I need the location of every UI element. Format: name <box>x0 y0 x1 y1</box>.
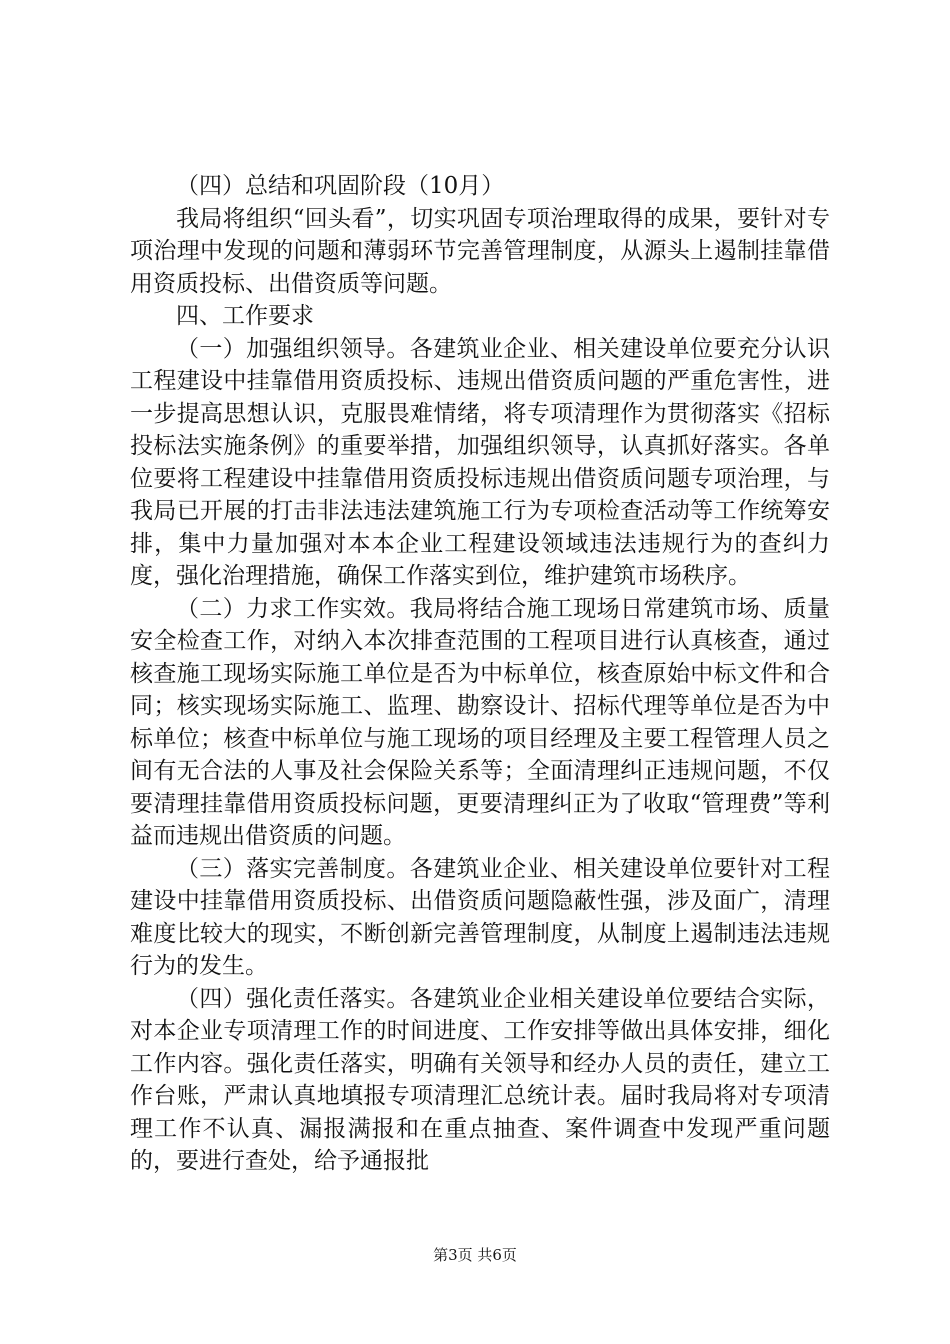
paragraph-responsibility: （四）强化责任落实。各建筑业企业相关建设单位要结合实际，对本企业专项清理工作的时间进度、工作安排等做出具体安排，细化工作内容。强化责任落实，明确有关领导和经办人员的责任，建立工作台账，严肃认真地填报专项清理汇总统计表。届时我局将对专项清理工作不认真、漏报满报和在重点抽查、案件调查中发现严重问题的，要进行查处，给予通报批 <box>130 985 830 1174</box>
paragraph-effectiveness: （二）力求工作实效。我局将结合施工现场日常建筑市场、质量安全检查工作，对纳入本次排查范围的工程项目进行认真核查，通过核查施工现场实际施工单位是否为中标单位，核查原始中标文件和合同；核实现场实际施工、监理、勘察设计、招标代理等单位是否为中标单位；核查中标单位与施工现场的项目经理及主要工程管理人员之间有无合法的人事及社会保险关系等；全面清理纠正违规问题，不仅要清理挂靠借用资质投标问题，更要清理纠正为了收取“管理费”等利益而违规出借资质的问题。 <box>130 595 830 849</box>
paragraph-system-improvement: （三）落实完善制度。各建筑业企业、相关建设单位要针对工程建设中挂靠借用资质投标、出借资质问题隐蔽性强，涉及面广，清理难度比较大的现实，不断创新完善管理制度，从制度上遏制违法违规行为的发生。 <box>130 855 830 979</box>
paragraph-review: 我局将组织“回头看”，切实巩固专项治理取得的成果，要针对专项治理中发现的问题和薄弱环节完善管理制度，从源头上遏制挂靠借用资质投标、出借资质等问题。 <box>130 205 830 297</box>
paragraph-leadership: （一）加强组织领导。各建筑业企业、相关建设单位要充分认识工程建设中挂靠借用资质投标、违规出借资质问题的严重危害性，进一步提高思想认识，克服畏难情绪，将专项清理作为贯彻落实《招标投标法实施条例》的重要举措，加强组织领导，认真抓好落实。各单位要将工程建设中挂靠借用资质投标违规出借资质问题专项治理，与我局已开展的打击非法违法建筑施工行为专项检查活动等工作统筹安排，集中力量加强对本本企业工程建设领域违法违规行为的查纠力度，强化治理措施，确保工作落实到位，维护建筑市场秩序。 <box>130 335 830 589</box>
document-body <box>130 170 830 1178</box>
paragraph-stage-four-heading: （四）总结和巩固阶段（10月） <box>176 173 505 199</box>
page-footer: 第3页 共6页 <box>433 1246 517 1264</box>
section-heading-work-requirements: 四、工作要求 <box>176 303 314 329</box>
